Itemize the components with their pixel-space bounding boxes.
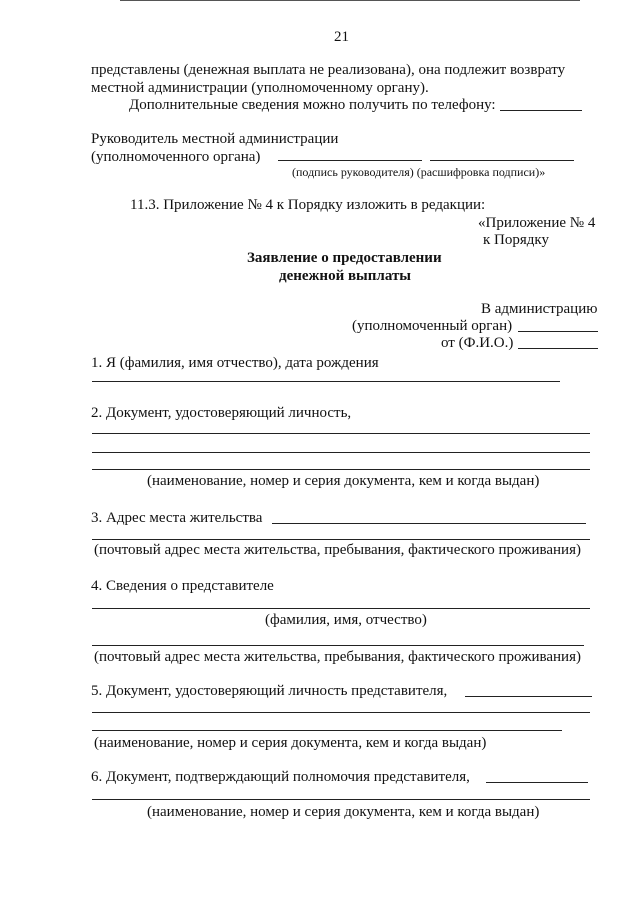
phone-blank-line — [500, 110, 582, 111]
field-1-label: 1. Я (фамилия, имя отчество), дата рождения — [91, 355, 379, 371]
field-3-label: 3. Адрес места жительства — [91, 510, 263, 526]
field-3-blank-line-2[interactable] — [92, 539, 590, 540]
field-4-caption-2: (почтовый адрес места жительства, пребывания, фактического проживания) — [94, 649, 581, 665]
field-5-blank-line-3[interactable] — [92, 730, 562, 731]
field-5-label: 5. Документ, удостоверяющий личность представителя, — [91, 683, 448, 699]
field-5-caption: (наименование, номер и серия документа, кем и когда выдан) — [94, 735, 487, 751]
field-2-label: 2. Документ, удостоверяющий личность, — [91, 405, 352, 421]
form-title-line-2: денежной выплаты — [279, 268, 412, 284]
amendment-text: 11.3. Приложение № 4 к Порядку изложить в редакции: — [130, 197, 486, 213]
appendix-line-2: к Порядку — [483, 232, 549, 248]
field-5-blank-line-1[interactable] — [465, 696, 592, 697]
scan-edge-line — [120, 0, 580, 1]
field-2-blank-line-3[interactable] — [92, 469, 590, 470]
field-2-blank-line-1[interactable] — [92, 433, 590, 434]
field-2-caption: (наименование, номер и серия документа, кем и когда выдан) — [147, 473, 540, 489]
field-4-blank-line-1[interactable] — [92, 608, 590, 609]
addressee-organ-blank-line — [518, 331, 598, 332]
addressee-line-2: (уполномоченный орган) — [352, 318, 513, 334]
field-3-caption: (почтовый адрес места жительства, пребывания, фактического проживания) — [94, 542, 581, 558]
field-1-blank-line[interactable] — [92, 381, 560, 382]
appendix-line-1: «Приложение № 4 — [478, 215, 596, 231]
field-4-blank-line-2[interactable] — [92, 645, 584, 646]
field-6-caption: (наименование, номер и серия документа, кем и когда выдан) — [147, 804, 540, 820]
intro-line-2: местной администрации (уполномоченному органу). — [91, 80, 429, 96]
signature-role-line-2: (уполномоченного органа) — [91, 149, 261, 165]
intro-line-3: Дополнительные сведения можно получить по телефону: — [129, 97, 496, 113]
addressee-fio-blank-line — [518, 348, 598, 349]
field-6-blank-line-2[interactable] — [92, 799, 590, 800]
intro-line-1: представлены (денежная выплата не реализована), она подлежит возврату — [91, 62, 566, 78]
field-4-label: 4. Сведения о представителе — [91, 578, 274, 594]
addressee-line-1: В администрацию — [481, 301, 598, 317]
form-title-line-1: Заявление о предоставлении — [247, 250, 442, 266]
field-4-caption-1: (фамилия, имя, отчество) — [265, 612, 427, 628]
signature-role-line-1: Руководитель местной администрации — [91, 131, 339, 147]
field-6-label: 6. Документ, подтверждающий полномочия представителя, — [91, 769, 470, 785]
signature-decoding-blank-line — [430, 160, 574, 161]
field-3-blank-line-1[interactable] — [272, 523, 586, 524]
signature-blank-line — [278, 160, 422, 161]
field-6-blank-line-1[interactable] — [486, 782, 588, 783]
page-number: 21 — [334, 29, 349, 45]
field-5-blank-line-2[interactable] — [92, 712, 590, 713]
field-2-blank-line-2[interactable] — [92, 452, 590, 453]
signature-caption: (подпись руководителя) (расшифровка подписи)» — [292, 165, 546, 179]
addressee-line-3: от (Ф.И.О.) — [441, 335, 514, 351]
